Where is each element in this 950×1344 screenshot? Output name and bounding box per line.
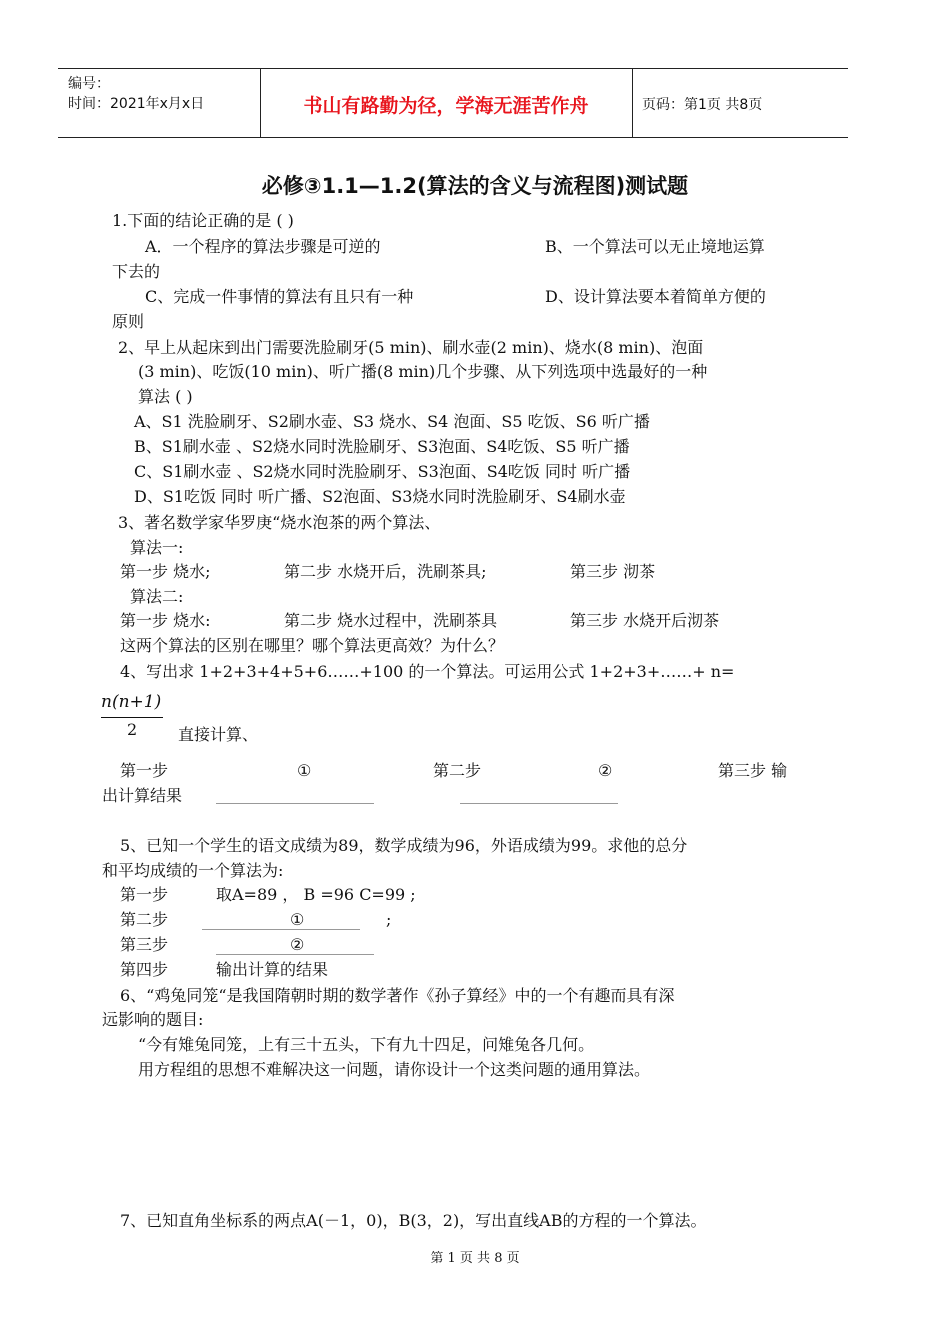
q4-stem: 4、写出求 1+2+3+4+5+6……+100 的一个算法。可运用公式 1+2+3+……+ n=	[120, 662, 735, 681]
q4-step1-label: 第一步	[120, 761, 169, 780]
q5-line2: 和平均成绩的一个算法为:	[102, 861, 284, 880]
q4-blank2-marker: ②	[598, 761, 613, 780]
q5-answer-blank2[interactable]	[216, 954, 374, 955]
q5-step2-label: 第二步	[120, 910, 169, 929]
q1-option-d: D、设计算法要本着简单方便的	[545, 287, 766, 306]
q1-option-b: B、一个算法可以无止境地运算	[545, 237, 765, 256]
q3-alg2-step3: 第三步 水烧开后沏茶	[570, 611, 720, 630]
q4-step3-label: 第三步 输	[718, 761, 788, 780]
header-motto: 书山有路勤为径，学海无涯苦作舟	[303, 95, 589, 117]
q3-alg1-step1: 第一步 烧水;	[120, 562, 211, 581]
header-table	[58, 68, 848, 138]
q1-option-d-cont: 原则	[112, 312, 145, 331]
q2-line1: 2、早上从起床到出门需要洗脸刷牙(5 min)、刷水壶(2 min)、烧水(8 min)、泡面	[118, 338, 704, 357]
q2-option-d: D、S1吃饭 同时 听广播、S2泡面、S3烧水同时洗脸刷牙、S4刷水壶	[134, 487, 626, 506]
q3-alg1-step3: 第三步 沏茶	[570, 562, 656, 581]
q5-step3-label: 第三步	[120, 935, 169, 954]
q4-answer-blank2[interactable]	[460, 803, 618, 804]
q5-step4-text: 输出计算的结果	[216, 960, 329, 979]
q4-fraction-bar	[101, 717, 163, 718]
q4-fraction-numerator: n(n+1)	[101, 692, 162, 712]
q5-step2-blank-marker: ①	[290, 910, 305, 929]
q6-line4: 用方程组的思想不难解决这一问题，请你设计一个这类问题的通用算法。	[138, 1060, 651, 1079]
q6-line2: 远影响的题目:	[102, 1010, 204, 1029]
q5-step4-label: 第四步	[120, 960, 169, 979]
q3-alg2-label: 算法二:	[130, 587, 184, 606]
q5-line1: 5、已知一个学生的语文成绩为89，数学成绩为96，外语成绩为99。求他的总分	[120, 836, 688, 855]
q4-blank1-marker: ①	[297, 761, 312, 780]
q3-stem: 3、著名数学家华罗庚“烧水泡茶的两个算法、	[118, 513, 441, 532]
q2-line2: (3 min)、吃饭(10 min)、听广播(8 min)几个步骤、从下列选项中选最好的一种	[138, 362, 708, 381]
page-title: 必修③1.1—1.2(算法的含义与流程图)测试题	[261, 174, 689, 198]
q2-option-b: B、S1刷水壶 、S2烧水同时洗脸刷牙、S3泡面、S4吃饭、S5 听广播	[134, 437, 630, 456]
q4-step2-label: 第二步	[433, 761, 482, 780]
q2-option-c: C、S1刷水壶 、S2烧水同时洗脸刷牙、S3泡面、S4吃饭 同时 听广播	[134, 462, 631, 481]
q4-direct-text: 直接计算、	[178, 725, 259, 744]
q5-answer-blank1[interactable]	[202, 929, 360, 930]
q1-option-c: C、完成一件事情的算法有且只有一种	[145, 287, 414, 306]
q3-alg2-step2: 第二步 烧水过程中，洗刷茶具	[284, 611, 498, 630]
q1-option-a: A．一个程序的算法步骤是可逆的	[145, 237, 381, 256]
q7-line1: 7、已知直角坐标系的两点A(－1，0)，B(3，2)，写出直线AB的方程的一个算法。	[120, 1211, 707, 1230]
q1-option-b-cont: 下去的	[112, 262, 161, 281]
header-divider	[632, 69, 633, 137]
q4-answer-blank1[interactable]	[216, 803, 374, 804]
q6-line3: “今有雉兔同笼，上有三十五头，下有九十四足，问雉兔各几何。	[138, 1035, 595, 1054]
q1-stem: 1.下面的结论正确的是 ( )	[112, 211, 294, 230]
q4-fraction-denominator: 2	[127, 720, 138, 739]
q5-step2-tail: ;	[386, 910, 392, 929]
page-footer: 第 1 页 共 8 页	[430, 1251, 520, 1266]
header-number-label: 编号：	[68, 76, 110, 92]
q3-alg1-step2: 第二步 水烧开后，洗刷茶具;	[284, 562, 487, 581]
q6-line1: 6、“鸡兔同笼“是我国隋朝时期的数学著作《孙子算经》中的一个有趣而具有深	[120, 986, 675, 1005]
q5-step3-blank-marker: ②	[290, 935, 305, 954]
q5-step1-label: 第一步	[120, 885, 169, 904]
q4-step3-cont: 出计算结果	[102, 786, 183, 805]
q5-step1-text: 取A=89 ， B =96 C=99 ;	[216, 885, 416, 904]
q3-question: 这两个算法的区别在哪里？哪个算法更高效？为什么？	[120, 636, 505, 655]
header-time-label: 时间：2021年x月x日	[68, 96, 205, 112]
q3-alg1-label: 算法一:	[130, 538, 184, 557]
q3-alg2-step1: 第一步 烧水:	[120, 611, 211, 630]
header-page-label: 页码：第1页 共8页	[642, 97, 763, 113]
q2-option-a: A、S1 洗脸刷牙、S2刷水壶、S3 烧水、S4 泡面、S5 吃饭、S6 听广播	[134, 412, 650, 431]
q2-line3: 算法 ( )	[138, 387, 193, 406]
